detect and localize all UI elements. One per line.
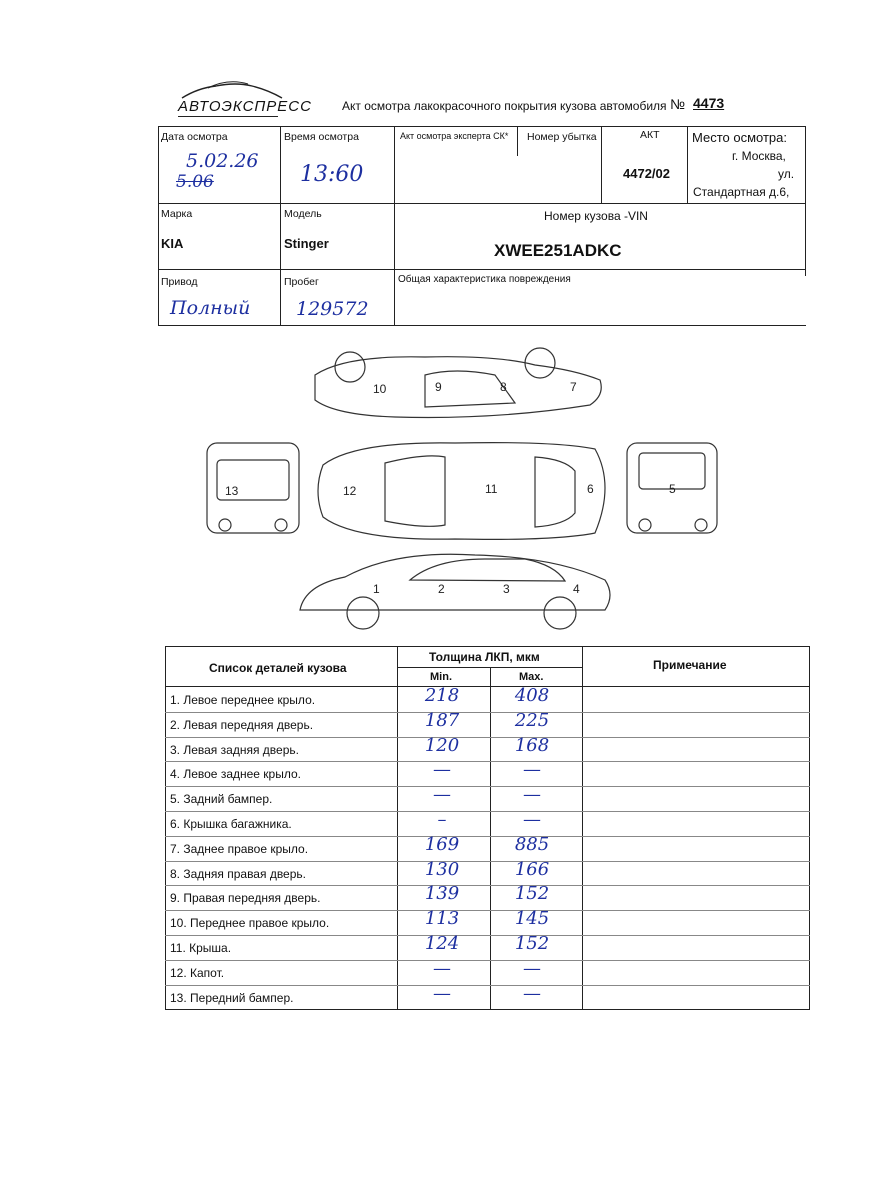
document-title: Акт осмотра лакокрасочного покрытия кузова автомобиля [342, 99, 667, 113]
logo [178, 78, 312, 124]
part-number-4: 4 [573, 582, 580, 596]
table-row [165, 833, 810, 861]
table-row [165, 885, 810, 910]
wheel-rear-left [544, 597, 576, 629]
max-thickness: — [523, 809, 541, 830]
part-number-5: 5 [669, 482, 676, 496]
brand-label: Марка [161, 208, 193, 220]
place-street: Стандартная д.6, [693, 185, 790, 199]
wheel-rear-right [335, 352, 365, 382]
max-thickness: 145 [514, 908, 550, 930]
wheel-front-right [525, 348, 555, 378]
part-number-7: 7 [570, 380, 577, 394]
part-number-9: 9 [435, 380, 442, 394]
place-street-prefix: ул. [778, 167, 795, 181]
col-max-header: Max. [519, 671, 544, 683]
model-label: Модель [284, 208, 322, 220]
part-name: 13. Передний бампер. [170, 990, 294, 1005]
min-thickness: 120 [424, 734, 460, 756]
drive-value: Полный [170, 297, 251, 319]
min-thickness: — [433, 982, 451, 1004]
max-thickness: 168 [514, 734, 550, 756]
mileage-label: Пробег [284, 276, 319, 288]
car-right-side-outline [315, 357, 601, 418]
act-value: 4472/02 [623, 166, 670, 181]
col-parts-header: Список деталей кузова [209, 661, 347, 675]
info-table [158, 126, 806, 326]
table-row [165, 687, 810, 712]
min-thickness: 124 [424, 933, 460, 954]
date-value: 5.02.26 [186, 150, 259, 172]
part-name: 2. Левая передняя дверь. [170, 717, 314, 732]
table-row [165, 858, 810, 886]
min-thickness: — [433, 759, 451, 781]
part-number-12: 12 [343, 484, 357, 498]
col-note-header: Примечание [653, 658, 727, 672]
part-name: 7. Заднее правое крыло. [170, 841, 309, 856]
part-number-8: 8 [500, 380, 507, 394]
min-thickness: 218 [424, 685, 460, 706]
max-thickness: 152 [514, 883, 550, 905]
place-label: Место осмотра: [692, 130, 787, 145]
part-name: 6. Крышка багажника. [170, 817, 292, 831]
part-number-1: 1 [373, 582, 380, 596]
part-name: 12. Капот. [170, 965, 225, 980]
max-thickness: 225 [514, 709, 550, 731]
max-thickness: — [523, 982, 541, 1004]
wheel-front-left [347, 597, 379, 629]
table-row [165, 811, 810, 836]
brand-value: KIA [161, 236, 184, 251]
time-value: 13:60 [300, 162, 364, 187]
loss-label: Номер убытка [527, 131, 597, 143]
min-thickness: — [433, 957, 451, 979]
min-thickness: 169 [424, 833, 460, 855]
date-label: Дата осмотра [161, 131, 228, 143]
part-name: 10. Переднее правое крыло. [170, 916, 330, 931]
vin-label: Номер кузова -VIN [544, 209, 648, 223]
min-thickness: 113 [424, 908, 460, 930]
part-number-13: 13 [225, 484, 239, 498]
min-thickness: 187 [424, 709, 460, 731]
drive-label: Привод [161, 276, 198, 288]
logo-text: АВТОЭКСПРЕСС [178, 98, 312, 115]
max-thickness: 885 [514, 833, 550, 855]
part-name: 3. Левая задняя дверь. [170, 742, 299, 757]
number-prefix: № [670, 96, 686, 112]
part-number-6: 6 [587, 482, 594, 496]
car-front-outline [207, 443, 299, 533]
damage-label: Общая характеристика повреждения [398, 274, 571, 285]
part-name: 8. Задняя правая дверь. [170, 866, 306, 881]
place-city: г. Москва, [732, 149, 786, 163]
table-row [165, 734, 810, 762]
part-name: 4. Левое заднее крыло. [170, 767, 301, 782]
model-value: Stinger [284, 236, 329, 251]
part-number-11: 11 [485, 482, 498, 496]
logo-underline [178, 116, 278, 117]
time-label: Время осмотра [284, 131, 359, 143]
part-number-10: 10 [373, 382, 387, 396]
table-row [165, 957, 810, 985]
part-name: 1. Левое переднее крыло. [170, 693, 316, 707]
table-row [165, 910, 810, 935]
min-thickness: — [433, 784, 451, 806]
part-name: 9. Правая передняя дверь. [170, 891, 321, 906]
min-thickness: 139 [424, 883, 460, 905]
max-thickness: — [523, 784, 541, 806]
max-thickness: — [523, 957, 541, 979]
table-row [165, 786, 810, 811]
table-row [165, 935, 810, 960]
part-number-2: 2 [438, 582, 445, 596]
document-number: 4473 [693, 95, 725, 111]
expert-label: Акт осмотра эксперта СК* [400, 131, 509, 141]
part-name: 5. Задний бампер. [170, 792, 273, 807]
act-label: АКТ [640, 129, 660, 141]
car-diagram [195, 345, 725, 635]
max-thickness: 166 [514, 858, 550, 880]
parts-table [165, 646, 810, 1010]
vin-value: XWEE251ADKC [494, 241, 622, 260]
col-thickness-header: Толщина ЛКП, мкм [429, 650, 540, 664]
car-top-outline [318, 443, 605, 540]
part-name: 11. Крыша. [170, 941, 232, 955]
part-number-3: 3 [503, 582, 510, 596]
date-struck-value: 5.06 [176, 172, 214, 192]
max-thickness: — [523, 759, 541, 781]
col-min-header: Min. [430, 671, 452, 683]
max-thickness: 152 [514, 933, 550, 954]
table-row [165, 761, 810, 786]
table-row [165, 982, 810, 1010]
min-thickness: – [437, 809, 447, 830]
table-row [165, 709, 810, 737]
mileage-value: 129572 [296, 298, 369, 320]
min-thickness: 130 [424, 858, 460, 880]
car-left-side-outline [300, 554, 610, 610]
max-thickness: 408 [514, 685, 550, 706]
